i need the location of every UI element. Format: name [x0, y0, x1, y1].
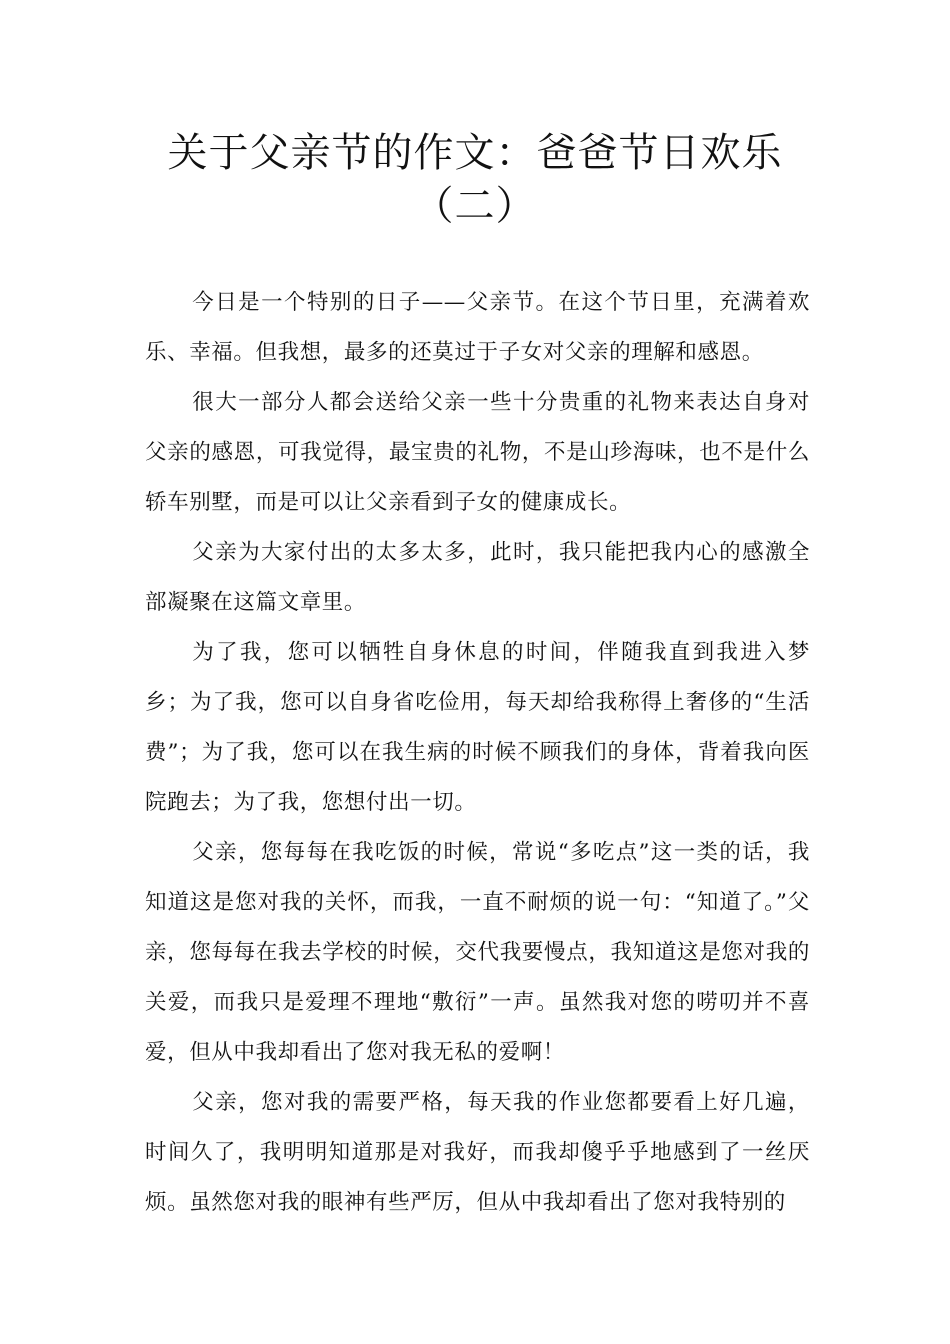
paragraph: 很大一部分人都会送给父亲一些十分贵重的礼物来表达自身对父亲的感恩，可我觉得，最宝贵的礼物，不是山珍海味，也不是什么轿车别墅，而是可以让父亲看到子女的健康成长。 — [145, 390, 810, 515]
paragraph: 父亲为大家付出的太多太多，此时，我只能把我内心的感激全部凝聚在这篇文章里。 — [145, 540, 810, 615]
document-title: 关于父亲节的作文：爸爸节日欢乐 — [167, 130, 783, 176]
document-title-subtitle: （二） — [413, 183, 537, 229]
paragraph: 今日是一个特别的日子——父亲节。在这个节日里，充满着欢乐、幸福。但我想，最多的还莫过于子女对父亲的理解和感恩。 — [145, 290, 810, 365]
document-body — [145, 278, 810, 1228]
paragraph: 父亲，您每每在我吃饭的时候，常说“多吃点”这一类的话，我知道这是您对我的关怀，而我，一直不耐烦的说一句：“知道了。”父亲，您每每在我去学校的时候，交代我要慢点，我知道这是您对我的关爱，而我只是爱理不理地“敷衍”一声。虽然我对您的唠叨并不喜爱，但从中我却看出了您对我无私的爱啊！ — [145, 840, 810, 1065]
paragraph: 为了我，您可以牺牲自身休息的时间，伴随我直到我进入梦乡；为了我，您可以自身省吃俭用，每天却给我称得上奢侈的“生活费”；为了我，您可以在我生病的时候不顾我们的身体，背着我向医院跑去；为了我，您想付出一切。 — [145, 640, 810, 815]
paragraph: 父亲，您对我的需要严格，每天我的作业您都要看上好几遍，时间久了，我明明知道那是对我好，而我却傻乎乎地感到了一丝厌烦。虽然您对我的眼神有些严厉，但从中我却看出了您对我特别的 — [145, 1090, 810, 1215]
